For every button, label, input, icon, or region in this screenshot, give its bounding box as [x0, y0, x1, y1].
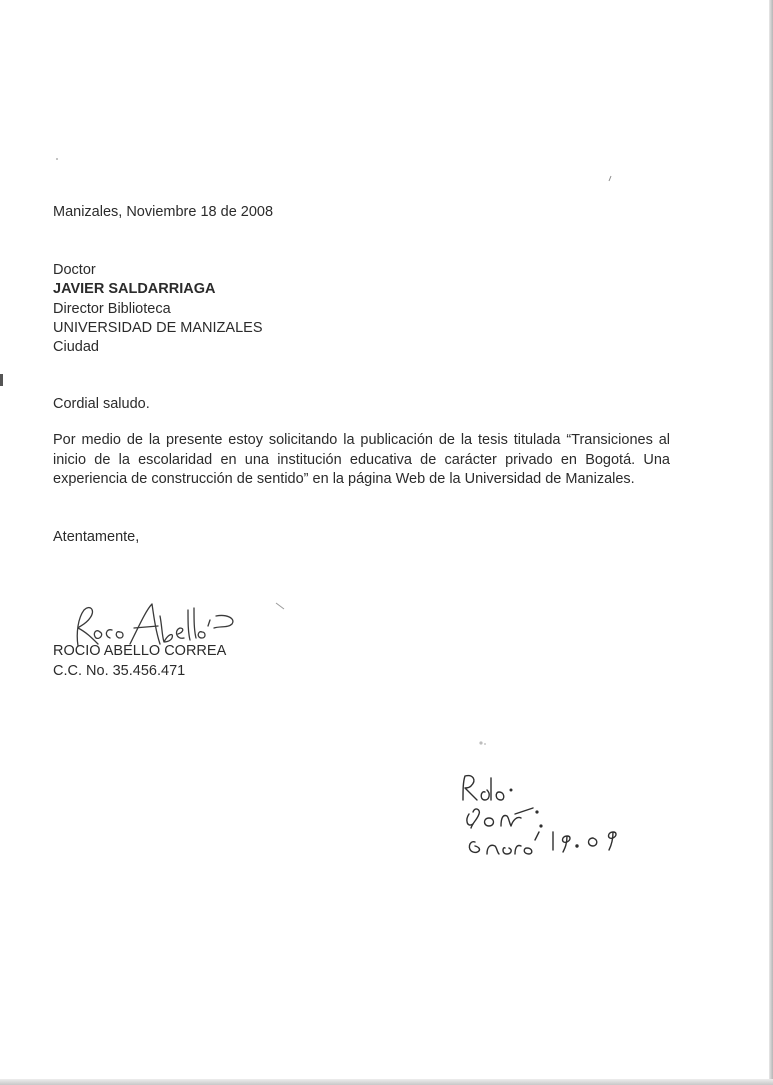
- recipient-institution: UNIVERSIDAD DE MANIZALES: [53, 320, 263, 336]
- signature-text: [0, 0, 1, 1]
- letter-body: Por medio de la presente estoy solicitando la publicación de la tesis titulada “Transiciones al inicio de la escolaridad en una institución educativa de carácter privado en Bogotá. Una experiencia de construcción de sentido” en la página Web de la Universidad de Manizales.: [53, 432, 670, 487]
- handwritten-note: [455, 770, 625, 865]
- signer-id: C.C. No. 35.456.471: [53, 663, 186, 679]
- recipient-city: Ciudad: [53, 339, 99, 355]
- note-line-1: [0, 0, 1, 1]
- recipient-title: Doctor: [53, 262, 96, 278]
- greeting: Cordial saludo.: [53, 396, 150, 412]
- signer-name: ROCIO ABELLO CORREA: [53, 643, 227, 659]
- recipient-position: Director Biblioteca: [53, 301, 171, 317]
- scan-edge-right: [769, 0, 773, 1085]
- note-line-3: [0, 0, 1, 1]
- recipient-name: JAVIER SALDARRIAGA: [53, 281, 216, 297]
- date-line: Manizales, Noviembre 18 de 2008: [53, 204, 274, 220]
- scan-edge-bottom: [0, 1079, 773, 1085]
- closing: Atentamente,: [53, 529, 140, 545]
- note-line-2: [0, 0, 1, 1]
